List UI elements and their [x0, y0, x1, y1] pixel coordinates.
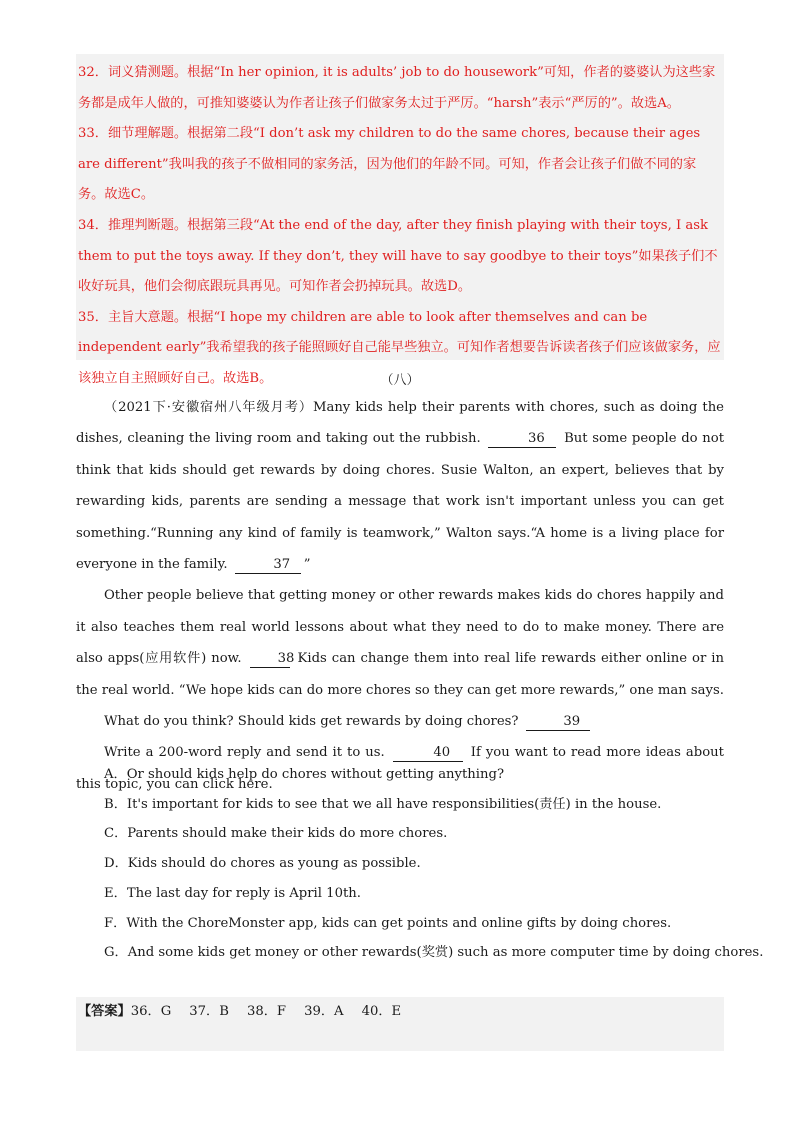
- answer-40: 40．E: [361, 1004, 402, 1019]
- answer-38: 38．F: [246, 1004, 287, 1019]
- section-title: （八）: [380, 373, 420, 388]
- passage-text: ”: [303, 557, 311, 573]
- option-e: E．The last day for reply is April 10th.: [104, 885, 361, 901]
- passage-text: Other people believe that getting money or other rewards makes kids do chores happily and it also teaches them real world lessons about what they need to do to make money. There are also apps(应用软件) now.: [76, 588, 724, 667]
- option-a: A．Or should kids help do chores without getting anything?: [104, 767, 505, 782]
- passage-text: But some people do not think that kids should get rewards by doing chores. Susie Walton, an expert, believes that by rewarding kids, parents are sending a message that work isn't important unless you can get something.“Running any kind of family is teamwork,” Walton says.“A home is a living place for everyone in the family.: [76, 431, 724, 573]
- blank-36: 36: [488, 430, 556, 448]
- options-list: [104, 760, 764, 968]
- blank-38: 38: [250, 650, 290, 668]
- answer-36: 36．G: [130, 1004, 172, 1019]
- option-c: C．Parents should make their kids do more chores.: [104, 826, 448, 842]
- answer-box: [76, 997, 724, 1051]
- passage-text: （2021下·安徽宿州八年级月考）Many kids help their parents with chores, such as doing the dishes, cleaning the living room and taking out the rubbish.: [76, 400, 724, 447]
- option-g: G．And some kids get money or other rewards(奖赏) such as more computer time by doing chores.: [104, 945, 764, 961]
- blank-40: 40: [393, 744, 463, 762]
- passage-paragraph-2: [76, 580, 724, 706]
- reading-passage: [76, 392, 724, 800]
- blank-37: 37: [235, 556, 301, 574]
- explanation-33: 33．细节理解题。根据第二段“I don’t ask my children to do the same chores, because their ages are different”我叫我的孩子不做相同的家务活，因为他们的年龄不同。可知，作者会让孩子们做不同的家务。故选C。: [78, 126, 701, 203]
- passage-paragraph-3: [76, 706, 724, 737]
- passage-text: Write a 200-word reply and send it to us.: [104, 745, 385, 761]
- passage-text: What do you think? Should kids get rewards by doing chores?: [104, 714, 519, 730]
- blank-39: 39: [526, 713, 590, 731]
- option-b: B．It's important for kids to see that we all have responsibilities(责任) in the house.: [104, 796, 662, 812]
- answer-label: 【答案】: [78, 1004, 131, 1019]
- explanation-box: [76, 54, 724, 386]
- passage-text: Kids can change them into real life rewards either online or in the real world. “We hope kids can do more chores so they can get more rewards,” one man says.: [76, 651, 724, 698]
- answer-37: 37．B: [189, 1004, 229, 1019]
- explanation-32: 32．词义猜测题。根据“In her opinion, it is adults’ job to do housework”可知，作者的婆婆认为这些家务都是成年人做的，可推知婆婆认为作者让孩子们做家务太过于严厉。“harsh”表示“严厉的”。故选A。: [78, 65, 716, 111]
- option-d: D．Kids should do chores as young as possible.: [104, 856, 421, 872]
- explanation-34: 34．推理判断题。根据第三段“At the end of the day, after they finish playing with their toys, I ask them to put the toys away. If they don’t, they will have to say goodbye to their toys”如果孩子们不收好玩具，他们会彻底跟玩具再见。可知作者会扔掉玩具。故选D。: [78, 217, 718, 295]
- explanation-35: 35．主旨大意题。根据“I hope my children are able to look after themselves and can be independent early”我希望我的孩子能照顾好自己能早些独立。可知作者想要告诉读者孩子们应该做家务，应该独立自主照顾好自己。故选B。: [78, 309, 721, 386]
- option-f: F．With the ChoreMonster app, kids can get points and online gifts by doing chores.: [104, 915, 672, 931]
- passage-text: If you want to read more ideas about this topic, you can click here.: [76, 745, 724, 792]
- passage-paragraph-1: [76, 392, 724, 580]
- answer-39: 39．A: [304, 1004, 344, 1019]
